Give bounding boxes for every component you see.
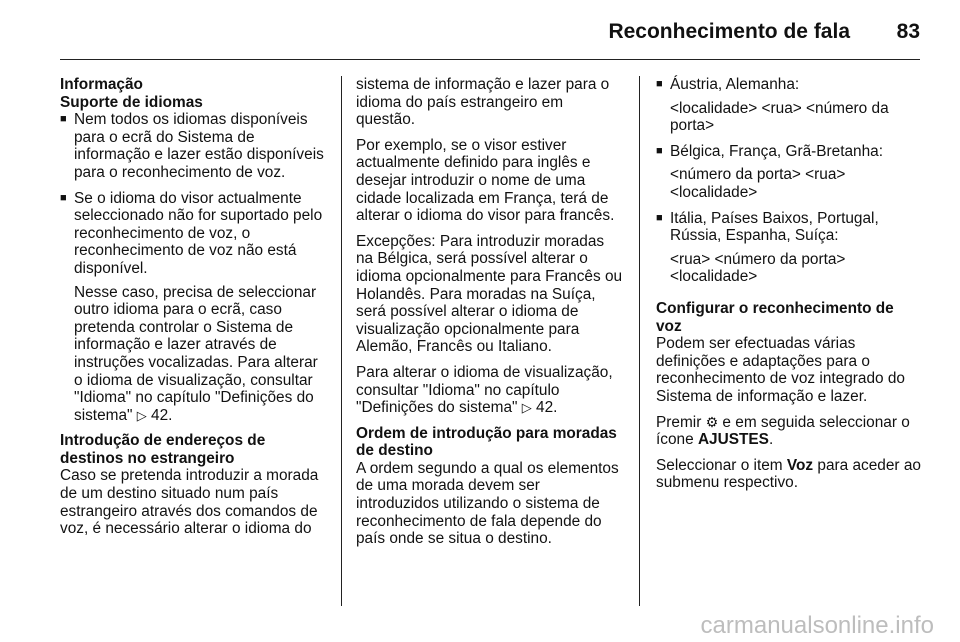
address-order: <rua> <número da porta> <localidade> [670, 250, 846, 286]
paragraph: Para alterar o idioma de visualização, consultar "Idioma" no capítulo "Definições do sistema" ▷ 42. [356, 363, 613, 417]
column-3 [656, 76, 922, 500]
info-heading: Informação [60, 76, 143, 93]
reference-arrow-icon: ▷ [521, 400, 532, 416]
page-number: 83 [896, 20, 920, 43]
reference-arrow-icon: ▷ [136, 407, 147, 423]
languages-heading: Suporte de idiomas [60, 93, 203, 111]
column-divider [639, 76, 640, 606]
settings-icon: ⚙ [705, 413, 719, 430]
order-heading: Ordem de introdução para moradas de destino [356, 424, 617, 460]
column-1 [60, 76, 326, 538]
country-group: Áustria, Alemanha: [670, 76, 800, 93]
list-item [60, 111, 326, 181]
config-text: Podem ser efectuadas várias definições e adaptações para o reconhecimento de voz integrado do Sistema de informação e lazer. [656, 335, 905, 405]
paragraph: Excepções: Para introduzir moradas na Bélgica, será possível alterar o idioma opcionalmente para Francês ou Holandês. Para moradas na Suíça, será possível alterar o idioma de visualização opcionalmente para Alemão, Francês ou Italiano. [356, 232, 623, 356]
address-order-list [656, 76, 922, 286]
page-title: Reconhecimento de fala [608, 20, 850, 43]
bullet-continuation: Nesse caso, precisa de seleccionar outro idioma para o ecrã, caso pretenda controlar o Sistema de informação e lazer através de instruções vocalizadas. Para alterar o idioma de visualização, consultar "Idioma" no capítulo "Definições do sistema" ▷ 42. [74, 283, 318, 424]
column-divider [341, 76, 342, 606]
bullet-text: Nem todos os idiomas disponíveis para o ecrã do Sistema de informação e lazer estão disponíveis para o reconhecimento de voz. [74, 111, 324, 181]
voice-item-label: Voz [786, 456, 814, 474]
watermark: carmanualsonline.info [700, 612, 934, 639]
foreign-addresses-text: Caso se pretenda introduzir a morada de um destino situado num país estrangeiro através dos comandos de voz, é necessário alterar o idioma do [60, 467, 319, 538]
country-group: Itália, Países Baixos, Portugal, Rússia, Espanha, Suíça: [670, 209, 879, 245]
page-ref: 42. [536, 399, 558, 417]
address-order: <localidade> <rua> <número da porta> [670, 99, 889, 135]
paragraph: sistema de informação e lazer para o idioma do país estrangeiro em questão. [356, 76, 610, 129]
page-header [60, 14, 920, 60]
column-2 [356, 76, 624, 548]
settings-label: AJUSTES [697, 431, 769, 449]
premir-paragraph: Premir ⚙ e em seguida seleccionar o ícone AJUSTES. [656, 413, 910, 449]
list-item [656, 210, 922, 286]
order-text: A ordem segundo a qual os elementos de uma morada devem ser introduzidos utilizando o sistema de reconhecimento de fala depende do país onde se situa o destino. [356, 459, 619, 548]
select-paragraph: Seleccionar o item Voz para aceder ao submenu respectivo. [656, 456, 921, 492]
config-heading: Configurar o reconhecimento de voz [656, 299, 894, 335]
list-item [60, 190, 326, 425]
address-order: <número da porta> <rua> <localidade> [670, 166, 846, 201]
paragraph: Por exemplo, se o visor estiver actualmente definido para inglês e desejar introduzir o nome de uma cidade localizada em França, terá de alterar o idioma do visor para francês. [356, 136, 615, 225]
bullet-text: Se o idioma do visor actualmente seleccionado não for suportado pelo reconhecimento de voz, o reconhecimento de voz não está disponível. [74, 189, 323, 277]
foreign-addresses-heading: Introdução de endereços de destinos no estrangeiro [60, 432, 266, 467]
list-item [656, 143, 922, 202]
country-group: Bélgica, França, Grã-Bretanha: [670, 142, 884, 160]
page-ref: 42. [151, 406, 173, 424]
languages-list [60, 111, 326, 424]
list-item [656, 76, 922, 135]
